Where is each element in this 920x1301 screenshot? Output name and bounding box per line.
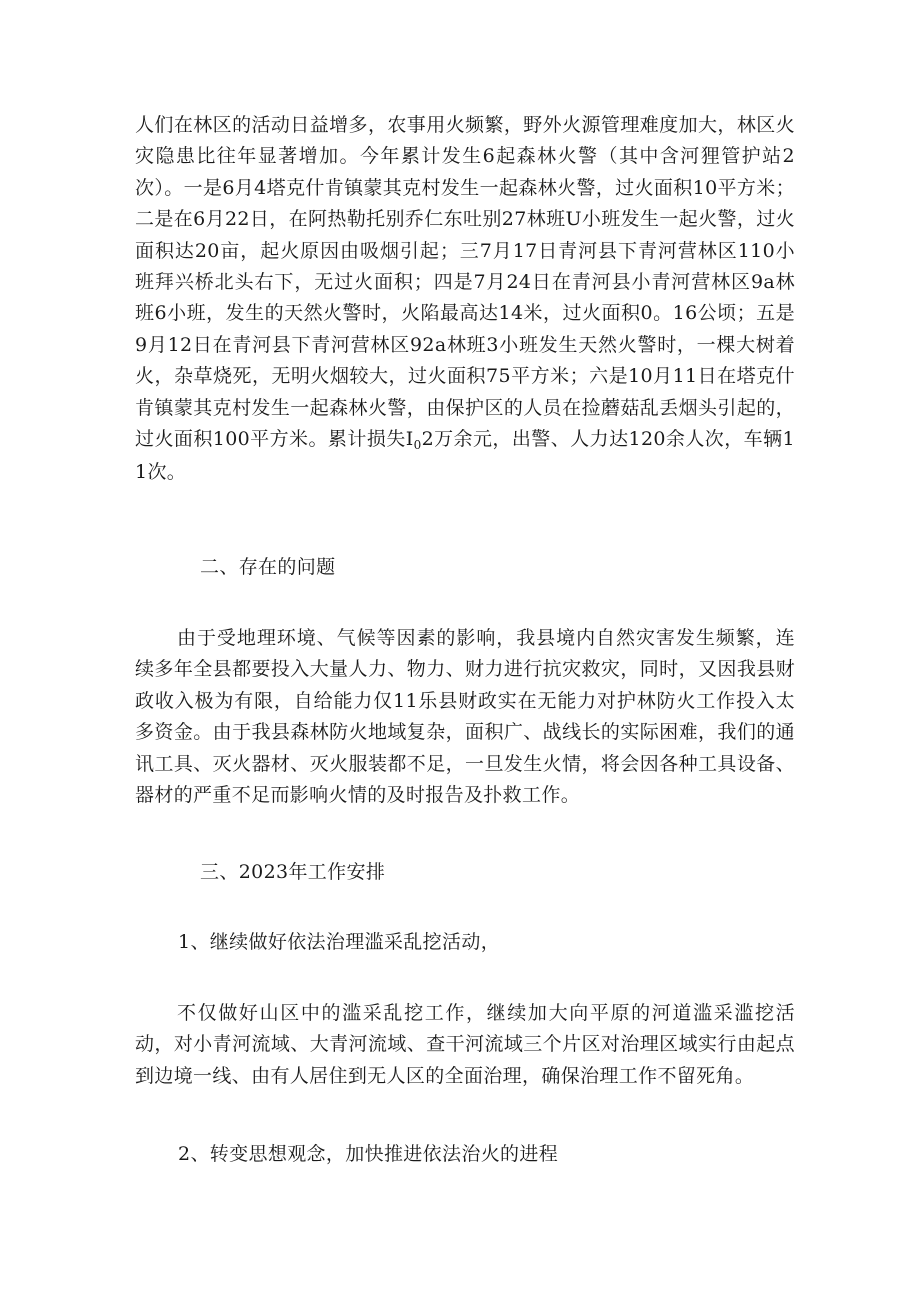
- section-heading-problems: 二、存在的问题: [200, 556, 336, 578]
- paragraph-fire-incidents-tail: 2万余元，出警、人力达120余人次，车辆11次。: [135, 428, 795, 484]
- list-item-2-heading: 2、转变思想观念，加快推进依法治火的进程: [178, 1143, 559, 1165]
- paragraph-fire-incidents-text: 人们在林区的活动日益增多，农事用火频繁，野外火源管理难度加大，林区火灾隐患比往年显著增加。今年累计发生6起森林火警（其中含河狸管护站2次）。一是6月4塔克什肯镇蒙其克村发生一起森林火警，过火面积10平方米；二是在6月22日，在阿热勒托别乔仁东吐别27林班U小班发生一起火警，过火面积达20亩，起火原因由吸烟引起；三7月17日青河县下青河营林区110小班拜兴桥北头右下，无过火面积；四是7月24日在青河县小青河营林区9a林班6小班，发生的天然火警时，火陷最高达14米，过火面积0。16公顷；五是9月12日在青河县下青河营林区92a林班3小班发生天然火警时，一棵大树着火，杂草烧死，无明火烟较大，过火面积75平方米；六是10月11日在塔克什肯镇蒙其克村发生一起森林火警，由保护区的人员在捡蘑菇乱丢烟头引起的，过火面积100平方米。累计损失I: [135, 114, 795, 451]
- subscript-digit: 0: [413, 438, 422, 453]
- paragraph-mining-governance: 不仅做好山区中的滥采乱挖工作，继续加大向平原的河道滥采滥挖活动，对小青河流域、大青河流域、查干河流域三个片区对治理区域实行由起点到边境一线、由有人居住到无人区的全面治理，确保治理工作不留死角。: [135, 1002, 795, 1087]
- list-item-1-heading: 1、继续做好依法治理滥采乱挖活动，: [178, 931, 501, 953]
- paragraph-problems: 由于受地理环境、气候等因素的影响，我县境内自然灾害发生频繁，连续多年全县都要投入大量人力、物力、财力进行抗灾救灾，同时，又因我县财政收入极为有限，自给能力仅11乐县财政实在无能力对护林防火工作投入太多资金。由于我县森林防火地域复杂，面积广、战线长的实际困难，我们的通讯工具、灭火器材、灭火服装都不足，一旦发生火情，将会因各种工具设备、器材的严重不足而影响火情的及时报告及扑救工作。: [135, 627, 795, 807]
- section-heading-work-plan: 三、2023年工作安排: [200, 861, 386, 883]
- paragraph-fire-incidents: [135, 110, 795, 489]
